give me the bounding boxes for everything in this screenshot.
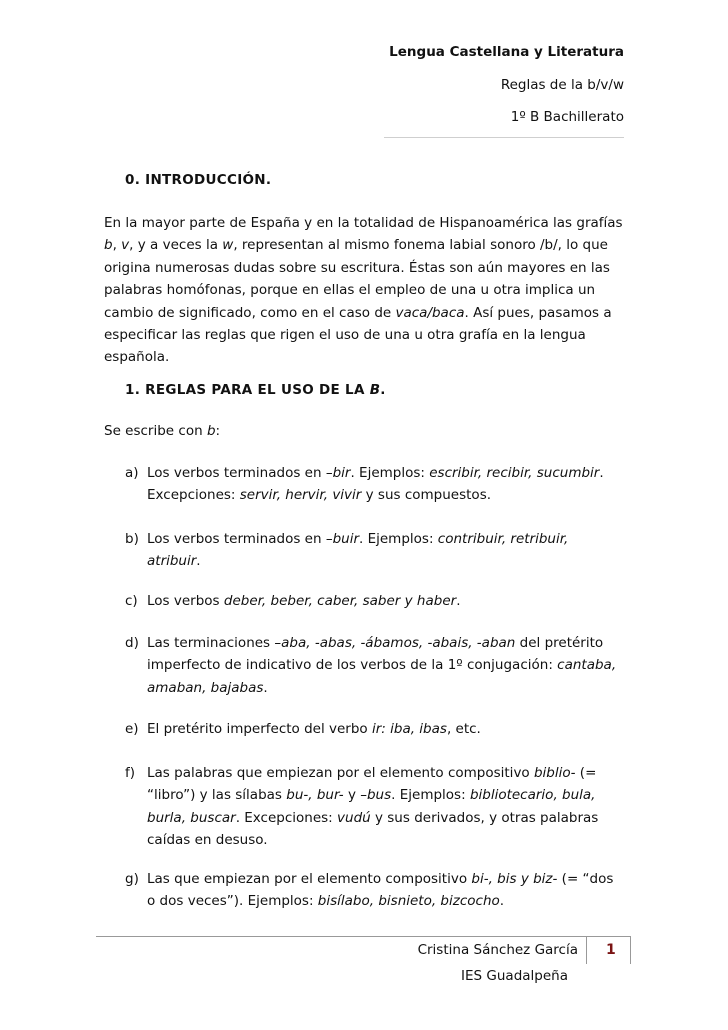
rule-item-c <box>125 590 625 612</box>
page-number: 1 <box>606 942 616 958</box>
section-1-intro: Se escribe con b: <box>104 423 221 439</box>
header-topic: Reglas de la b/v/w <box>500 77 624 93</box>
footer-school: IES Guadalpeña <box>461 968 568 984</box>
rule-item-a <box>125 462 625 507</box>
section-1-heading: 1. REGLAS PARA EL USO DE LA B. <box>125 382 386 398</box>
header-course: 1º B Bachillerato <box>510 109 624 125</box>
rule-text: El pretérito imperfecto del verbo ir: iba, ibas, etc. <box>147 721 481 737</box>
list-label: g) <box>125 871 139 887</box>
footer-author: Cristina Sánchez García <box>417 942 578 958</box>
header-divider <box>384 137 624 138</box>
rule-text: Las que empiezan por el elemento compositivo bi-, bis y biz- (= “dos o dos veces”). Ejemplos: bisílabo, bisnieto, bizcocho. <box>147 871 614 910</box>
rule-item-d <box>125 632 625 699</box>
footer-separator <box>586 936 587 964</box>
footer-divider <box>96 936 630 937</box>
intro-paragraph: En la mayor parte de España y en la totalidad de Hispanoamérica las grafías b, v, y a veces la w, representan al mismo fonema labial sonoro /b/, lo que origina numerosas dudas sobre su escritura. Éstas son aún mayores en las palabras homófonas, porque en ellas el empleo de una u otra implica un cambio de significado, como en el caso de vaca/baca. Así pues, pasamos a especificar las reglas que rigen el uso de una u otra grafía en la lengua española. <box>104 215 623 366</box>
rule-item-b <box>125 528 625 573</box>
list-label: b) <box>125 531 139 547</box>
list-label: f) <box>125 765 136 781</box>
list-label: d) <box>125 635 139 651</box>
rule-item-f <box>125 762 625 852</box>
footer-separator <box>630 936 631 964</box>
list-label: a) <box>125 465 139 481</box>
section-0-heading: 0. INTRODUCCIÓN. <box>125 172 272 188</box>
rule-item-e <box>125 718 625 740</box>
header-subject: Lengua Castellana y Literatura <box>389 44 624 60</box>
rule-text: Los verbos terminados en –bir. Ejemplos: escribir, recibir, sucumbir. Excepciones: servir, hervir, vivir y sus compuestos. <box>147 465 604 504</box>
rule-item-g <box>125 868 625 913</box>
list-label: e) <box>125 721 139 737</box>
rule-text: Las terminaciones –aba, -abas, -ábamos, -abais, -aban del pretérito imperfecto de indicativo de los verbos de la 1º conjugación: cantaba, amaban, bajabas. <box>147 635 617 696</box>
rule-text: Las palabras que empiezan por el elemento compositivo biblio- (= “libro”) y las sílabas bu-, bur- y –bus. Ejemplos: bibliotecario, bula, burla, buscar. Excepciones: vudú y sus derivados, y otras palabras caídas en desuso. <box>147 765 599 849</box>
list-label: c) <box>125 593 138 609</box>
rule-text: Los verbos deber, beber, caber, saber y haber. <box>147 593 461 609</box>
rule-text: Los verbos terminados en –buir. Ejemplos: contribuir, retribuir, atribuir. <box>147 531 569 570</box>
